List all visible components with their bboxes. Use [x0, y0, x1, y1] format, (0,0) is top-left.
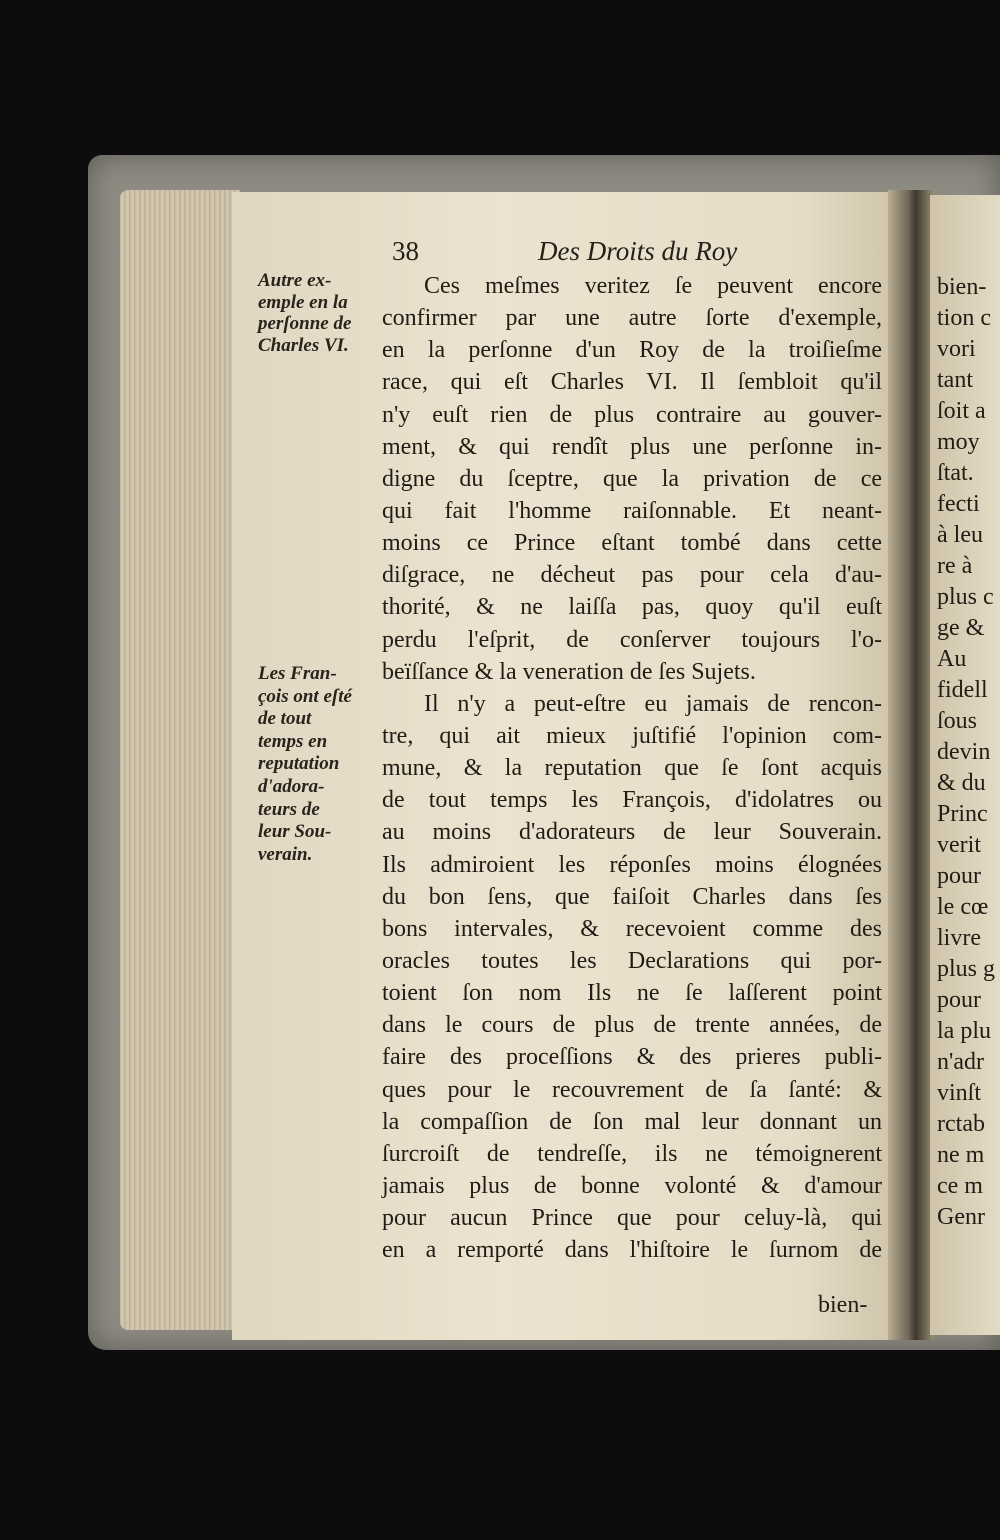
- text-line: Ils admiroient les réponſes moins élognées: [382, 851, 882, 878]
- right-text-line: fecti: [937, 491, 980, 517]
- text-line: Il n'y a peut-eſtre eu jamais de rencon-: [424, 690, 882, 717]
- right-text-line: pour: [937, 987, 981, 1013]
- page-edges: [120, 190, 240, 1330]
- margin-note-line: d'adora-: [258, 775, 325, 797]
- text-line: oracles toutes les Declarations qui por-: [382, 947, 882, 974]
- text-line: race, qui eſt Charles VI. Il ſembloit qu'il: [382, 369, 882, 396]
- text-line: de tout temps les François, d'idolatres ou: [382, 787, 882, 814]
- text-line: moins ce Prince eſtant tombé dans cette: [382, 530, 882, 557]
- text-line: qui fait l'homme raiſonnable. Et neant-: [382, 497, 882, 524]
- text-line: ſurcroiſt de tendreſſe, ils ne témoignerent: [382, 1140, 882, 1167]
- right-text-line: pour: [937, 863, 981, 889]
- text-line: diſgrace, ne décheut pas pour cela d'au-: [382, 562, 882, 589]
- margin-note-line: verain.: [258, 843, 313, 865]
- margin-note-line: çois ont eſté: [258, 685, 352, 707]
- text-line: thorité, & ne laiſſa pas, quoy qu'il euſt: [382, 594, 882, 621]
- right-page-text: [937, 272, 995, 1233]
- text-line: jamais plus de bonne volonté & d'amour: [382, 1172, 882, 1199]
- margin-note-charles: [258, 270, 351, 356]
- text-line: dans le cours de plus de trente années, de: [382, 1012, 882, 1039]
- margin-note-line: Autre ex-: [258, 270, 332, 291]
- running-head: Des Droits du Roy: [538, 236, 738, 266]
- right-text-line: la plu: [937, 1018, 991, 1044]
- margin-note-line: reputation: [258, 753, 340, 775]
- right-text-line: moy: [937, 429, 980, 455]
- right-text-line: ce m: [937, 1173, 983, 1199]
- right-text-line: ſtat.: [937, 460, 974, 486]
- text-line: toient ſon nom Ils ne ſe laſſerent point: [382, 980, 882, 1007]
- right-text-line: livre: [937, 925, 981, 951]
- margin-note-line: leur Sou-: [258, 821, 332, 843]
- right-text-line: tion c: [937, 305, 991, 331]
- text-line: bons intervales, & recevoient comme des: [382, 915, 882, 942]
- margin-note-line: de tout: [258, 708, 312, 730]
- text-line: du bon ſens, que faiſoit Charles dans ſes: [382, 883, 882, 910]
- margin-note-line: teurs de: [258, 798, 320, 820]
- catchword: bien-: [818, 1292, 868, 1318]
- text-line: tre, qui ait mieux juſtifié l'opinion com-: [382, 722, 882, 749]
- margin-note-francois: [258, 663, 352, 866]
- right-text-line: plus g: [937, 956, 996, 982]
- text-line: en a remporté dans l'hiſtoire le ſurnom de: [382, 1237, 882, 1264]
- text-line: Ces meſmes veritez ſe peuvent encore: [424, 273, 882, 299]
- text-line: n'y euſt rien de plus contraire au gouver-: [382, 401, 882, 428]
- margin-note-line: emple en la: [258, 291, 348, 313]
- margin-note-line: perſonne de: [258, 313, 352, 335]
- right-text-line: bien-: [937, 274, 987, 300]
- right-text-line: n'adr: [937, 1049, 984, 1075]
- right-text-line: tant: [937, 367, 973, 393]
- margin-note-line: temps en: [258, 730, 328, 752]
- book-gutter: [888, 190, 934, 1340]
- text-line: ment, & qui rendît plus une perſonne in-: [382, 433, 882, 460]
- right-text-line: & du: [937, 770, 986, 796]
- right-text-line: plus c: [937, 584, 994, 610]
- right-text-line: ſoit a: [937, 398, 986, 424]
- right-text-line: le cœ: [937, 894, 989, 920]
- right-text-line: re à: [937, 553, 973, 579]
- text-line: beïſſance & la veneration de ſes Sujets.: [382, 658, 756, 685]
- text-line: en la perſonne d'un Roy de la troiſieſme: [382, 337, 882, 364]
- page-number: 38: [392, 236, 419, 266]
- text-line: mune, & la reputation que ſe ſont acquis: [382, 755, 882, 782]
- right-text-line: à leu: [937, 522, 983, 548]
- right-text-line: ge &: [937, 615, 985, 641]
- margin-note-line: Charles VI.: [258, 334, 349, 356]
- margin-note-line: Les Fran-: [258, 663, 337, 684]
- text-line: perdu l'eſprit, de conſerver toujours l'o-: [382, 626, 882, 653]
- right-text-line: Au: [937, 646, 967, 672]
- right-text-line: fidell: [937, 677, 988, 703]
- text-line: la compaſſion de ſon mal leur donnant un: [382, 1108, 882, 1135]
- text-line: faire des proceſſions & des prieres publi-: [382, 1044, 882, 1071]
- right-text-line: verit: [937, 832, 981, 858]
- right-text-line: Genr: [937, 1204, 985, 1230]
- right-text-line: ſous: [937, 708, 978, 734]
- text-line: confirmer par une autre ſorte d'exemple,: [382, 305, 882, 332]
- text-line: pour aucun Prince que pour celuy-là, qui: [382, 1205, 882, 1232]
- right-text-line: vinſt: [937, 1080, 982, 1106]
- right-text-line: ne m: [937, 1142, 985, 1168]
- text-line: digne du ſceptre, que la privation de ce: [382, 465, 882, 492]
- right-text-line: rctab: [937, 1111, 985, 1137]
- right-text-line: devin: [937, 739, 991, 765]
- text-line: au moins d'adorateurs de leur Souverain.: [382, 819, 882, 846]
- body-text: [382, 270, 882, 1266]
- text-line: ques pour le recouvrement de ſa ſanté: &: [382, 1076, 882, 1103]
- right-text-line: Princ: [937, 801, 988, 827]
- right-text-line: vori: [937, 336, 976, 362]
